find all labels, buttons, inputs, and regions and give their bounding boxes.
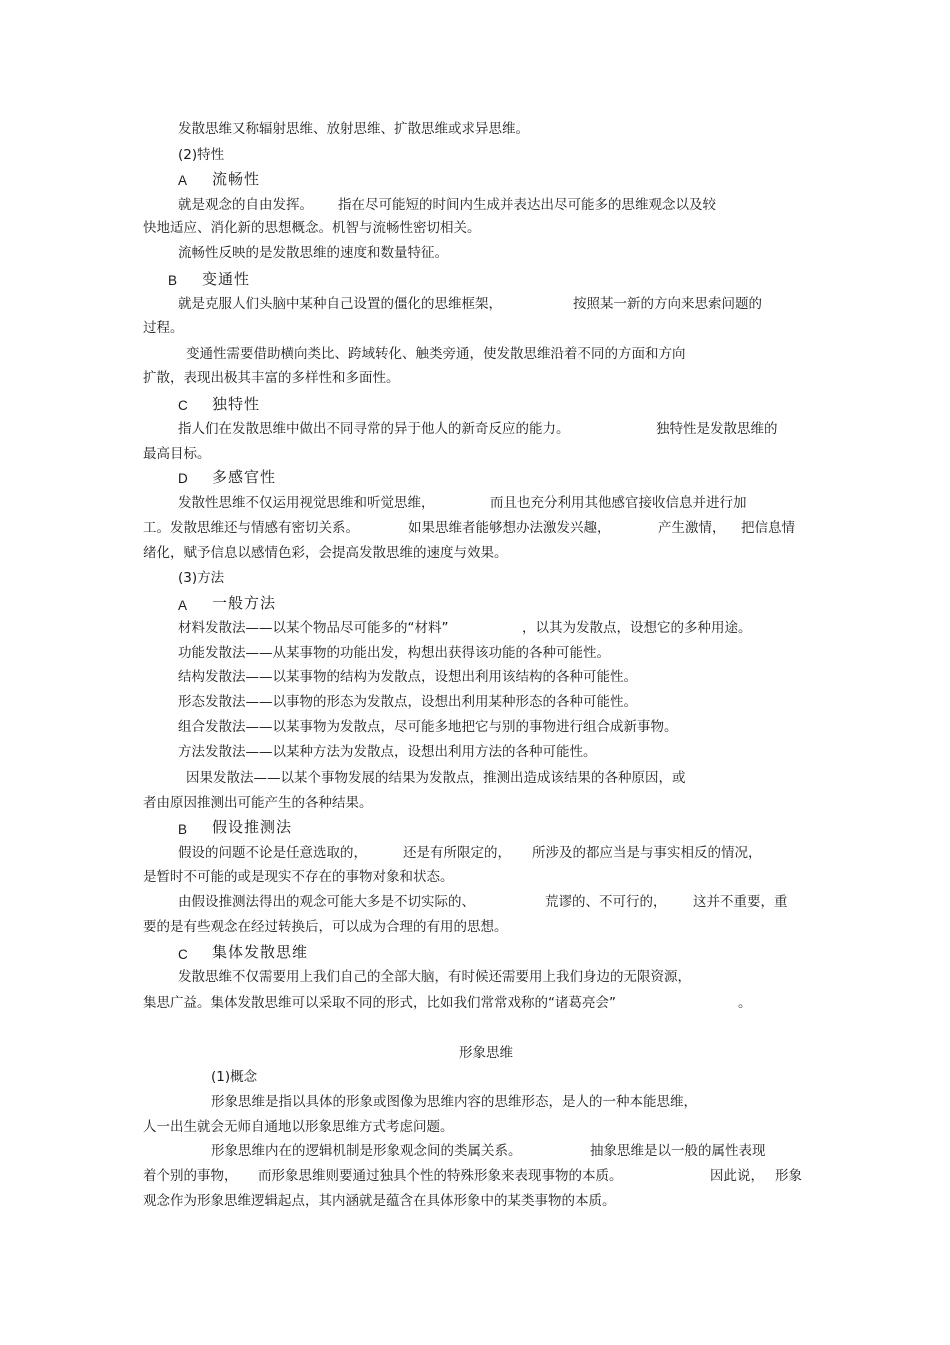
method-causal-1: 因果发散法——以某个事物发展的结果为发散点，推测出造成该结果的各种原因，或 [186, 770, 686, 786]
collective-text-2b: 。 [738, 995, 752, 1011]
multisensory-text-2a: 工。发散思维还与情感有密切关系。 [143, 520, 359, 536]
item-letter-c: C [178, 398, 188, 413]
subheading-originality: 独特性 [212, 395, 261, 413]
hypothesis-text-3a: 由假设推测法得出的观念可能大多是不切实际的、 [178, 894, 475, 910]
concept-text-3a: 形象思维内在的逻辑机制是形象观念间的类属关系。 [211, 1143, 522, 1159]
intro-paragraph: 发散思维又称辐射思维、放射思维、扩散思维或求异思维。 [178, 121, 529, 137]
flexibility-text-2: 过程。 [143, 320, 184, 336]
originality-text-1b: 独特性是发散思维的 [656, 421, 778, 437]
hypothesis-text-4: 要的是有些观念在经过转换后，可以成为合理的有用的思想。 [143, 919, 508, 935]
item-letter-d: D [178, 471, 188, 486]
collective-text-1: 发散思维不仅需要用上我们自己的全部大脑，有时候还需要用上我们身边的无限资源， [178, 969, 691, 985]
item-letter-b: B [168, 273, 178, 288]
section-title-imagery-thinking: 形象思维 [459, 1045, 513, 1061]
method-material-b: ，以其为发散点，设想它的多种用途。 [522, 620, 752, 636]
concept-text-3b: 抽象思维是以一般的属性表现 [590, 1143, 766, 1159]
subheading-fluency: 流畅性 [212, 170, 261, 188]
concept-text-2: 人一出生就会无师自通地以形象思维方式考虑问题。 [143, 1119, 454, 1135]
collective-text-2a: 集思广益。集体发散思维可以采取不同的形式，比如我们常常戏称的“诸葛亮会” [143, 995, 616, 1011]
method-material-a: 材料发散法——以某个物品尽可能多的“材料” [178, 620, 449, 636]
method-method: 方法发散法——以某种方法为发散点，设想出利用方法的各种可能性。 [178, 744, 597, 760]
multisensory-text-1a: 发散性思维不仅运用视觉思维和听觉思维， [178, 495, 435, 511]
concept-text-4c: 因此说， [710, 1168, 764, 1184]
hypothesis-text-1c: 所涉及的都应当是与事实相反的情况， [532, 845, 762, 861]
fluency-summary: 流畅性反映的是发散思维的速度和数量特征。 [178, 245, 448, 261]
hypothesis-text-1b: 还是有所限定的， [403, 845, 511, 861]
fluency-text-1b: 指在尽可能短的时间内生成并表达出尽可能多的思维观念以及较 [338, 197, 716, 213]
flexibility-text-4: 扩散，表现出极其丰富的多样性和多面性。 [143, 370, 400, 386]
method-causal-2: 者由原因推测出可能产生的各种结果。 [143, 795, 373, 811]
method-letter-b: B [178, 822, 188, 837]
hypothesis-text-3b: 荒谬的、不可行的， [545, 894, 667, 910]
multisensory-text-3: 绪化，赋予信息以感情色彩，会提高发散思维的速度与效果。 [143, 545, 508, 561]
concept-text-4b: 而形象思维则要通过独具个性的特殊形象来表现事物的本质。 [258, 1168, 623, 1184]
subheading-hypothesis: 假设推测法 [212, 818, 293, 836]
originality-text-1a: 指人们在发散思维中做出不同寻常的异于他人的新奇反应的能力。 [178, 421, 570, 437]
section-heading-methods: (3)方法 [178, 570, 225, 586]
method-form: 形态发散法——以事物的形态为发散点，设想出利用某种形态的各种可能性。 [178, 694, 637, 710]
hypothesis-text-1a: 假设的问题不论是任意选取的， [178, 845, 367, 861]
method-letter-c: C [178, 947, 188, 962]
method-structure: 结构发散法——以某事物的结构为发散点，设想出利用该结构的各种可能性。 [178, 669, 637, 685]
item-letter-a: A [178, 173, 188, 188]
method-function: 功能发散法——从某事物的功能出发，构想出获得该功能的各种可能性。 [178, 645, 610, 661]
fluency-text-2: 快地适应、消化新的思想概念。机智与流畅性密切相关。 [143, 220, 481, 236]
originality-text-2: 最高目标。 [143, 446, 211, 462]
concept-text-4a: 着个别的事物， [143, 1168, 238, 1184]
multisensory-text-2c: 产生激情， [658, 520, 726, 536]
concept-text-1: 形象思维是指以具体的形象或图像为思维内容的思维形态，是人的一种本能思维， [211, 1094, 697, 1110]
fluency-text-1a: 就是观念的自由发挥。 [178, 197, 313, 213]
subheading-multisensory: 多感官性 [212, 468, 277, 486]
flexibility-text-3: 变通性需要借助横向类比、跨域转化、触类旁通，使发散思维沿着不同的方面和方向 [186, 346, 686, 362]
subheading-collective: 集体发散思维 [212, 943, 309, 961]
method-combination: 组合发散法——以某事物为发散点，尽可能多地把它与别的事物进行组合成新事物。 [178, 719, 678, 735]
multisensory-text-2b: 如果思维者能够想办法激发兴趣， [408, 520, 611, 536]
hypothesis-text-2: 是暂时不可能的或是现实不存在的事物对象和状态。 [143, 869, 454, 885]
multisensory-text-2d: 把信息情 [741, 520, 795, 536]
subheading-flexibility: 变通性 [202, 270, 251, 288]
subheading-general-methods: 一般方法 [212, 594, 277, 612]
method-letter-a: A [178, 598, 188, 613]
section-heading-characteristics: (2)特性 [178, 147, 225, 163]
section-heading-concept: (1)概念 [211, 1069, 258, 1085]
flexibility-text-1a: 就是克服人们头脑中某种自己设置的僵化的思维框架， [178, 296, 502, 312]
hypothesis-text-3c: 这并不重要，重 [693, 894, 788, 910]
flexibility-text-1b: 按照某一新的方向来思索问题的 [573, 296, 762, 312]
concept-text-5: 观念作为形象思维逻辑起点，其内涵就是蕴含在具体形象中的某类事物的本质。 [143, 1193, 616, 1209]
multisensory-text-1b: 而且也充分利用其他感官接收信息并进行加 [490, 495, 747, 511]
concept-text-4d: 形象 [775, 1168, 802, 1184]
